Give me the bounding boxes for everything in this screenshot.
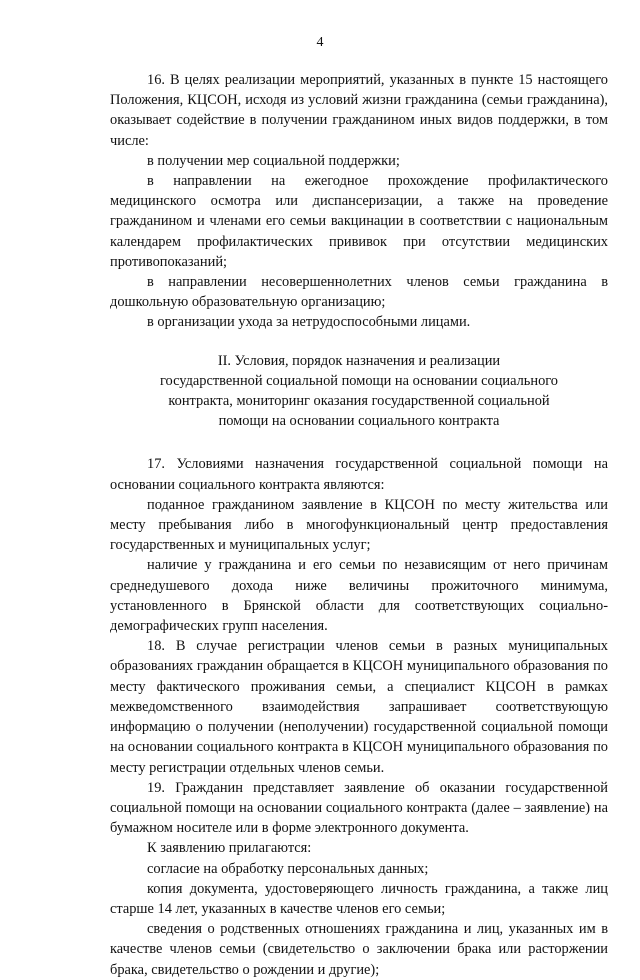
section-heading — [110, 351, 608, 432]
section-heading-line: контракта, мониторинг оказания государственной социальной — [168, 393, 550, 410]
page-number: 4 — [316, 35, 324, 50]
list-item: в направлении несовершеннолетних членов семьи гражданина в дошкольную образовательную организацию; — [110, 274, 608, 311]
paragraph-17: 17. Условиями назначения государственной социальной помощи на основании социального контракта являются: — [110, 456, 608, 493]
section-heading-line: II. Условия, порядок назначения и реализации — [217, 352, 501, 369]
paragraph-19: 19. Гражданин представляет заявление об оказании государственной социальной помощи на основании социального контракта (далее – заявление) на бумажном носителе или в форме электронного документа. — [110, 779, 608, 837]
list-item: копия документа, удостоверяющего личность гражданина, а также лиц старше 14 лет, указанных в качестве членов его семьи; — [110, 880, 608, 917]
paragraph-16: 16. В целях реализации мероприятий, указанных в пункте 15 настоящего Положения, КЦСОН, исходя из условий жизни гражданина (семьи гражданина), оказывает содействие в получении гражданином иных видов поддержки, в том числе: — [110, 72, 608, 149]
section-heading-line: помощи на основании социального контракта — [218, 413, 500, 430]
paragraph-18: 18. В случае регистрации членов семьи в разных муниципальных образованиях гражданин обращается в КЦСОН муниципального образования по месту фактического проживания семьи, а специалист КЦСОН в рамках межведомственного взаимодействия запрашивает соответствующую информацию о получении (неполучении) государственной социальной помощи на основании социального контракта в КЦСОН муниципального образования по месту регистрации отдельных членов семьи. — [110, 638, 608, 776]
list-item: согласие на обработку персональных данных; — [147, 860, 429, 877]
list-item: в получении мер социальной поддержки; — [147, 152, 400, 169]
list-item: поданное гражданином заявление в КЦСОН по месту жительства или месту пребывания либо в многофункциональный центр предоставления государственных и муниципальных услуг; — [110, 496, 608, 554]
document-body — [110, 70, 608, 980]
list-intro: К заявлению прилагаются: — [147, 840, 312, 857]
list-item: сведения о родственных отношениях гражданина и лиц, указанных им в качестве членов семьи (свидетельство о заключении брака или расторжении брака, свидетельство о рождении и другие); — [110, 921, 608, 978]
list-item: в направлении на ежегодное прохождение профилактического медицинского осмотра или диспансеризации, а также на проведение гражданином и членами его семьи вакцинации в соответствии с национальным календарем профилактических прививок при отсутствии медицинских противопоказаний; — [110, 173, 608, 270]
list-item: в организации ухода за нетрудоспособными лицами. — [147, 314, 471, 331]
list-item: наличие у гражданина и его семьи по независящим от него причинам среднедушевого дохода ниже величины прожиточного минимума, установленного в Брянской области для соответствующих социально-демографических групп населения. — [110, 557, 608, 635]
section-heading-line: государственной социальной помощи на основании социального — [160, 372, 558, 389]
